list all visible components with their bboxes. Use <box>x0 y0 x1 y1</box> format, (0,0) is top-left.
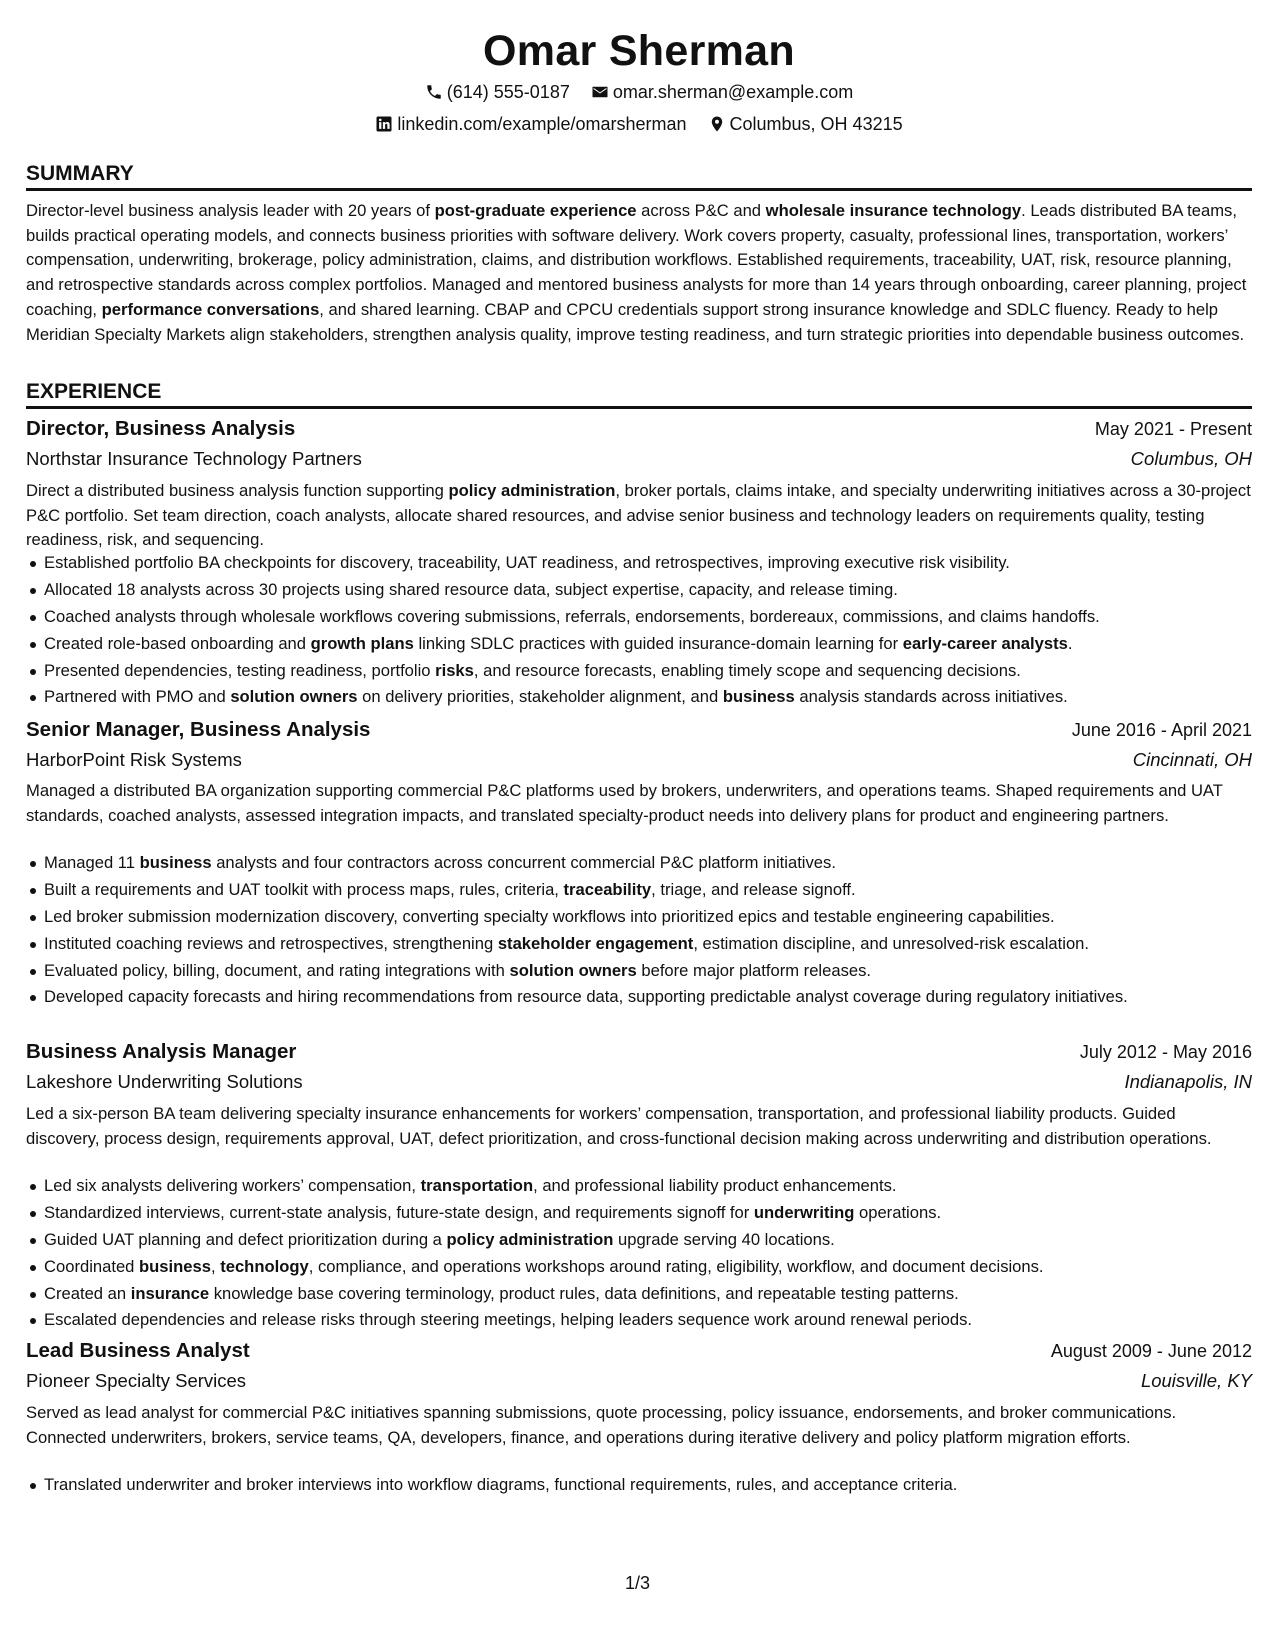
bullet-item <box>44 1228 1270 1253</box>
text-run: operations. <box>854 1202 942 1222</box>
emphasis-text: solution owners <box>509 960 637 980</box>
text-run: across P&C and <box>636 201 766 220</box>
text-run: linking SDLC practices with guided insurance-domain learning for <box>413 633 903 653</box>
text-run: Translated underwriter and broker interviews into workflow diagrams, functional requirements, rules, and acceptance criteria. <box>44 1475 958 1494</box>
text-run: Allocated 18 analysts across 30 projects using shared resource data, subject expertise, capacity, and release timing. <box>44 579 898 599</box>
emphasis-text: policy administration <box>446 1229 614 1249</box>
linkedin-icon <box>375 115 393 133</box>
job-description <box>26 479 1252 553</box>
emphasis-text: policy administration <box>448 481 616 500</box>
job-title: Director, Business Analysis <box>26 417 296 440</box>
job-description <box>26 1401 1252 1450</box>
job-description <box>26 779 1252 828</box>
job-title: Lead Business Analyst <box>26 1339 250 1362</box>
text-run: Director-level business analysis leader with 20 years of <box>26 201 435 220</box>
text-run: , broker portals, claims intake, and specialty underwriting initiatives across a 30-project P&C portfolio. Set team direction, coach analysts, allocate shared resources, and advise senior business and technology leaders on requirements quality, testing readiness, risk, and sequencing. <box>26 481 1251 550</box>
job-title: Senior Manager, Business Analysis <box>26 718 371 741</box>
text-run: , and professional liability product enhancements. <box>533 1176 897 1195</box>
emphasis-text: technology <box>220 1256 309 1276</box>
summary-text <box>26 199 1252 347</box>
job-dates: August 2009 - June 2012 <box>1050 1341 1252 1361</box>
bullet-item <box>44 605 1270 630</box>
job-description <box>26 1102 1252 1151</box>
text-run: . <box>1067 633 1073 653</box>
bullet-item <box>44 1473 1270 1498</box>
job-dates: July 2012 - May 2016 <box>1079 1042 1252 1062</box>
location-contact <box>708 112 903 136</box>
emphasis-text: business <box>139 853 212 872</box>
job-location: Cincinnati, OH <box>1132 749 1252 770</box>
text-run: Evaluated policy, billing, document, and rating integrations with <box>44 960 510 980</box>
page-number: 1/3 <box>624 1573 651 1593</box>
emphasis-text: traceability <box>563 879 652 899</box>
phone-icon <box>425 83 443 101</box>
company-name: Lakeshore Underwriting Solutions <box>26 1071 303 1092</box>
emphasis-text: risks <box>435 660 474 680</box>
text-run: . Leads distributed BA teams, builds practical operating models, and connects business priorities with software delivery. Work covers property, casualty, professional lines, transportation, workers’ compensation, underwriting, brokerage, policy administration, claims, and distribution workflows. Established requirements, traceability, UAT, risk, resource planning, and retrospective standards across complex portfolios. Managed and mentored business analysts for more than 14 years through onboarding, career planning, project coaching, <box>26 201 1247 319</box>
bullet-item <box>44 632 1270 657</box>
bullet-item <box>44 851 1270 876</box>
emphasis-text: business <box>139 1256 211 1276</box>
text-run: Escalated dependencies and release risks through steering meetings, helping leaders sequence work around renewal periods. <box>44 1310 972 1330</box>
bullet-item <box>44 959 1270 984</box>
text-run: Instituted coaching reviews and retrospectives, strengthening <box>44 933 498 953</box>
text-run: analysts and four contractors across concurrent commercial P&C platform initiatives. <box>211 853 836 872</box>
text-run: Managed 11 <box>44 853 140 872</box>
job-location: Indianapolis, IN <box>1124 1071 1252 1092</box>
email-contact[interactable] <box>591 80 853 104</box>
location-text: Columbus, OH 43215 <box>729 114 903 134</box>
bullet-item <box>44 1174 1270 1199</box>
text-run: Built a requirements and UAT toolkit with process maps, rules, criteria, <box>44 879 564 899</box>
bullet-item <box>44 659 1270 684</box>
job-bullets <box>26 1174 1270 1335</box>
location-pin-icon <box>708 115 726 133</box>
company-name: HarborPoint Risk Systems <box>26 749 242 770</box>
emphasis-text: transportation <box>420 1176 534 1195</box>
text-run: Created role-based onboarding and <box>44 633 311 653</box>
job-dates: May 2021 - Present <box>1094 419 1252 439</box>
text-run: Managed a distributed BA organization supporting commercial P&C platforms used by brokers, underwriters, and operations teams. Shaped requirements and UAT standards, coached analysts, assessed integration impacts, and translated specialty-product needs into delivery plans for product and engineering partners. <box>26 781 1223 825</box>
text-run: Developed capacity forecasts and hiring recommendations from resource data, supporting predictable analyst coverage during regulatory initiatives. <box>44 987 1128 1007</box>
text-run: Partnered with PMO and <box>44 687 231 707</box>
bullet-item <box>44 1255 1270 1280</box>
text-run: Led broker submission modernization discovery, converting specialty workflows into prioritized epics and testable engineering capabilities. <box>44 906 1055 926</box>
bullet-item <box>44 905 1270 930</box>
text-run: , <box>210 1256 221 1276</box>
text-run: upgrade serving 40 locations. <box>613 1229 835 1249</box>
text-run: knowledge base covering terminology, product rules, data definitions, and repeatable testing patterns. <box>209 1283 959 1303</box>
text-run: Served as lead analyst for commercial P&C initiatives spanning submissions, quote processing, policy issuance, endorsements, and broker communications. Connected underwriters, brokers, service teams, QA, developers, finance, and operations during iterative delivery and policy platform migration efforts. <box>26 1403 1177 1447</box>
text-run: Led six analysts delivering workers’ compensation, <box>44 1176 421 1195</box>
linkedin-url[interactable]: linkedin.com/example/omarsherman <box>397 114 687 134</box>
emphasis-text: early-career analysts <box>902 633 1068 653</box>
contact-row-2 <box>26 112 1252 139</box>
phone-number: (614) 555-0187 <box>446 82 570 102</box>
company-name: Pioneer Specialty Services <box>26 1370 247 1391</box>
text-run: Established portfolio BA checkpoints for discovery, traceability, UAT readiness, and retrospectives, improving executive risk visibility. <box>44 553 1010 572</box>
bullet-item <box>44 1201 1270 1226</box>
text-run: Direct a distributed business analysis function supporting <box>26 481 449 500</box>
job-dates: June 2016 - April 2021 <box>1071 720 1252 740</box>
emphasis-text: post-graduate experience <box>434 201 637 220</box>
job-title: Business Analysis Manager <box>26 1040 297 1063</box>
bullet-item <box>44 985 1270 1010</box>
text-run: before major platform releases. <box>636 960 872 980</box>
bullet-item <box>44 1308 1270 1333</box>
emphasis-text: solution owners <box>230 687 358 707</box>
text-run: Standardized interviews, current-state analysis, future-state design, and requirements signoff for <box>44 1202 754 1222</box>
emphasis-text: business <box>722 687 795 707</box>
text-run: Coordinated <box>44 1256 140 1276</box>
company-name: Northstar Insurance Technology Partners <box>26 448 362 469</box>
job-bullets <box>26 851 1270 1012</box>
email-address[interactable]: omar.sherman@example.com <box>612 82 854 102</box>
text-run: analysis standards across initiatives. <box>794 687 1068 707</box>
emphasis-text: insurance <box>130 1283 210 1303</box>
bullet-item <box>44 878 1270 903</box>
text-run: , and shared learning. CBAP and CPCU credentials support strong insurance knowledge and SDLC fluency. Ready to help Meridian Specialty Markets align stakeholders, strengthen analysis quality, improve testing readiness, and turn strategic priorities into dependable business outcomes. <box>26 299 1245 344</box>
summary-heading: SUMMARY <box>26 161 1252 191</box>
job-bullets <box>26 1473 1270 1500</box>
text-run: Coached analysts through wholesale workflows covering submissions, referrals, endorsements, bordereaux, commissions, and claims handoffs. <box>44 606 1100 626</box>
job-bullets <box>26 551 1270 712</box>
job-location: Columbus, OH <box>1130 448 1252 469</box>
job-location: Louisville, KY <box>1140 1370 1252 1391</box>
emphasis-text: growth plans <box>310 633 414 653</box>
bullet-item <box>44 932 1270 957</box>
text-run: , compliance, and operations workshops around rating, eligibility, workflow, and document decisions. <box>308 1256 1044 1276</box>
text-run: Presented dependencies, testing readiness, portfolio <box>44 660 436 680</box>
bullet-item <box>44 685 1270 710</box>
text-run: , and resource forecasts, enabling timely scope and sequencing decisions. <box>473 660 1021 680</box>
bullet-item <box>44 578 1270 603</box>
emphasis-text: performance conversations <box>101 299 320 319</box>
emphasis-text: stakeholder engagement <box>497 933 694 953</box>
text-run: Guided UAT planning and defect prioritization during a <box>44 1229 447 1249</box>
text-run: on delivery priorities, stakeholder alignment, and <box>357 687 723 707</box>
linkedin-contact[interactable] <box>375 112 686 136</box>
contact-row-1 <box>26 80 1252 107</box>
bullet-item <box>44 551 1270 576</box>
email-icon <box>591 83 609 101</box>
text-run: , estimation discipline, and unresolved-risk escalation. <box>693 933 1090 953</box>
text-run: , triage, and release signoff. <box>651 879 856 899</box>
emphasis-text: underwriting <box>753 1202 855 1222</box>
experience-heading: EXPERIENCE <box>26 379 1252 409</box>
bullet-item <box>44 1282 1270 1307</box>
text-run: Led a six-person BA team delivering specialty insurance enhancements for workers’ compensation, transportation, and professional liability products. Guided discovery, process design, requirements approval, UAT, defect prioritization, and cross-functional decision making across underwriting and distribution operations. <box>26 1104 1212 1148</box>
emphasis-text: wholesale insurance technology <box>765 201 1022 220</box>
phone-contact <box>425 80 570 104</box>
candidate-name: Omar Sherman <box>483 27 795 75</box>
text-run: Created an <box>44 1283 131 1303</box>
